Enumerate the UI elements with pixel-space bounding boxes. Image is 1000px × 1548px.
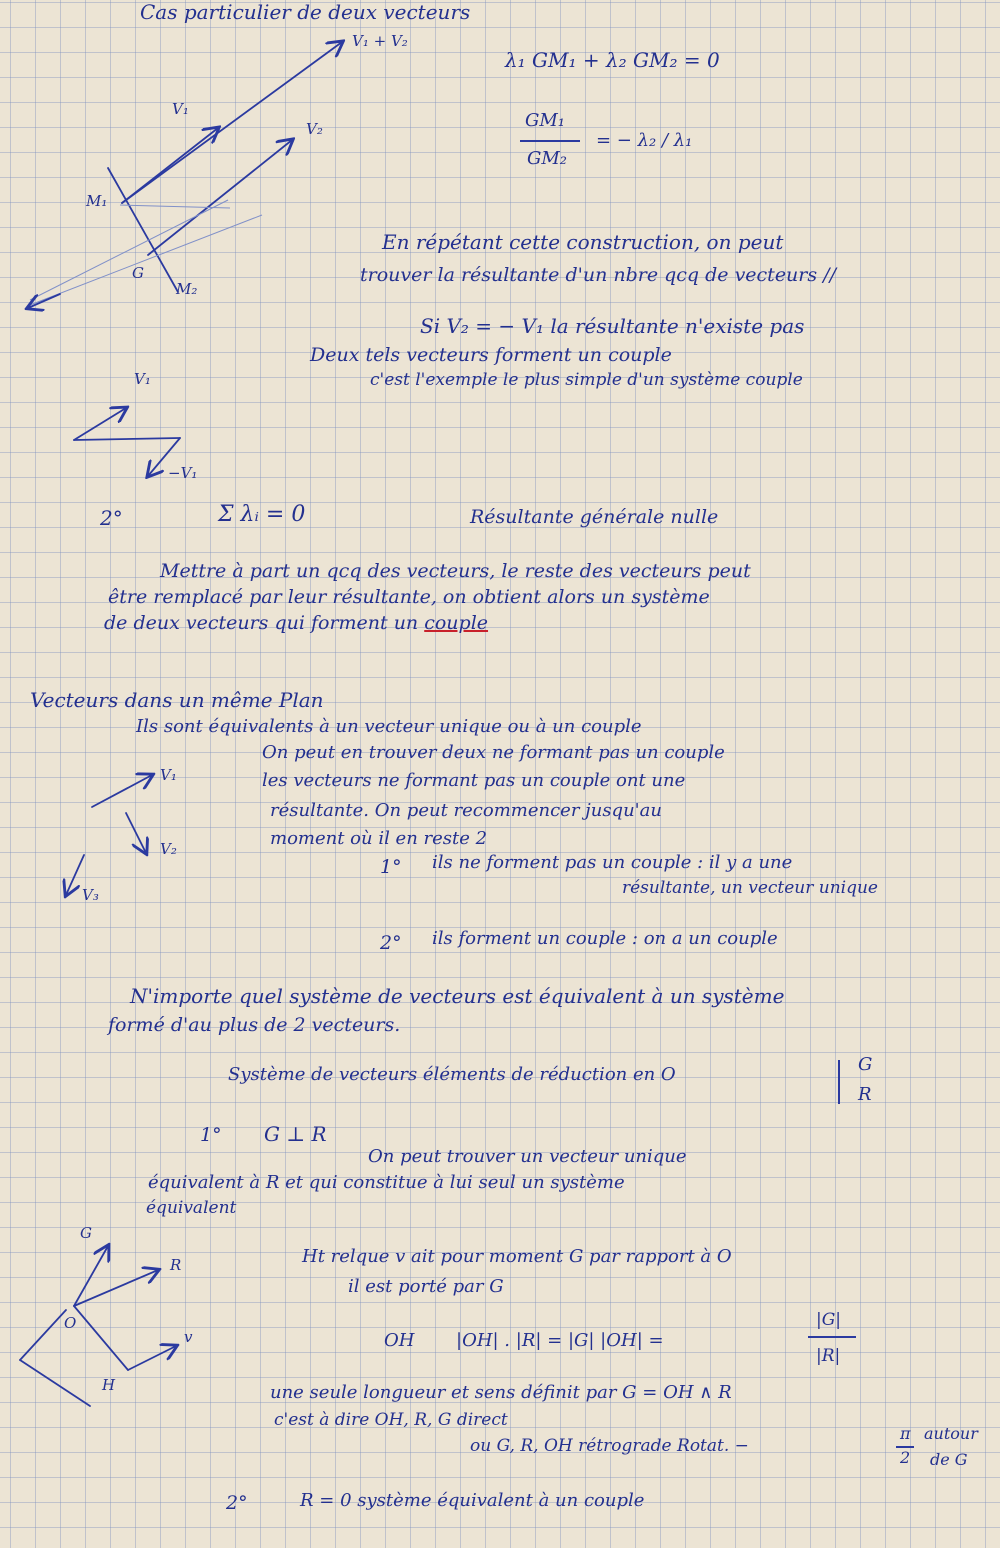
moment-left-line [20,1310,66,1360]
case-1b-marker: 1° [200,1124,222,1146]
text-forme-au-plus: formé d'au plus de 2 vecteurs. [108,1014,401,1036]
label-m2: M₂ [176,280,198,298]
text-si-v2: Si V₂ = − V₁ la résultante n'existe pas [420,314,805,338]
couple-v1-arrow [74,408,126,440]
construction-line-3 [120,205,230,208]
moment-R-arrow [74,1270,158,1306]
text-en-trouver-deux: On peut en trouver deux ne formant pas un couple [262,742,725,763]
text-deux-tels: Deux tels vecteurs forment un couple [310,344,672,366]
sum-lambda-zero: Σ λᵢ = 0 [218,502,306,527]
text-ne-formant-pas: les vecteurs ne formant pas un couple ont une [262,770,686,791]
text-vecteur-unique: résultante, un vecteur unique [622,878,878,898]
moment-bottom-line [20,1360,90,1406]
moment-G-arrow [74,1246,108,1306]
text-exemple-simple: c'est l'exemple le plus simple d'un système couple [370,370,803,390]
oh-fraction-bar [808,1336,856,1338]
text-deux-vecteurs: de deux vecteurs qui forment un [104,612,419,634]
label-moment-G: G [80,1224,92,1242]
text-etre-remplace: être remplacé par leur résultante, on obtient alors un système [108,586,710,608]
construction-line-2 [30,200,228,300]
text-nimporte-quel: N'importe quel système de vecteurs est équivalent à un système [130,984,785,1008]
case-2b-marker: 2° [380,932,402,954]
reduction-G: G [858,1054,873,1075]
couple-figure [60,380,220,500]
plane-v1-arrow [92,775,152,807]
ratio-rhs: = − λ₂ / λ₁ [596,130,693,151]
label-moment-R: R [170,1256,182,1274]
ratio-numerator: GM₁ [525,110,566,131]
text-r-zero: R = 0 système équivalent à un couple [300,1490,645,1511]
label-g: G [132,264,144,282]
text-mettre-a-part: Mettre à part un qcq des vecteurs, le reste des vecteurs peut [160,560,751,582]
text-c-est-a-dire: c'est à dire OH, R, G direct [274,1410,508,1430]
text-retrograde: ou G, R, OH rétrograde Rotat. − [470,1436,749,1456]
moment-OH-line [74,1306,128,1370]
text-trouver-resultante: trouver la résultante d'un nbre qcq de vecteurs // [360,264,836,286]
label-moment-O: O [64,1314,77,1332]
text-deux-vecteurs-couple [104,614,488,633]
g-perp-r: G ⊥ R [264,1122,327,1146]
text-equivalent-a-R: équivalent à R et qui constitue à lui seul un système [148,1172,625,1193]
label-couple-v1: V₁ [134,370,151,388]
text-recommencer: résultante. On peut recommencer jusqu'au [270,800,662,821]
moment-v-arrow [128,1346,176,1370]
rotation-two: 2 [900,1448,911,1467]
plane-vectors-figure [50,755,200,925]
oh-equation: |OH| . |R| = |G| |OH| = [456,1330,664,1351]
label-v2: V₂ [306,120,323,138]
label-m1: M₁ [86,192,108,210]
text-porte-par-G: il est porté par G [348,1276,504,1297]
text-de-G: de G [930,1450,968,1469]
reduction-R: R [858,1084,872,1105]
label-v1-plus-v2: V₁ + V₂ [352,32,408,50]
oh-fraction-denominator: |R| [816,1346,841,1366]
case-2c-marker: 2° [226,1492,248,1514]
text-forment-couple: ils forment un couple : on a un couple [432,928,778,949]
label-plane-v3: V₃ [82,886,99,904]
heading-cas-particulier: Cas particulier de deux vecteurs [140,0,471,24]
label-couple-minus-v1: −V₁ [168,464,198,482]
text-autour: autour [924,1424,978,1443]
text-il-en-reste: moment où il en reste 2 [270,828,488,849]
text-seule-longueur: une seule longueur et sens définit par G = OH ∧ R [270,1382,732,1403]
reduction-bar [838,1060,840,1104]
oh-fraction-numerator: |G| [816,1310,842,1330]
oh-label: OH [384,1330,415,1351]
word-couple-underlined: couple [424,612,489,634]
rotation-pi: π [900,1424,911,1443]
barycenter-equation: λ₁ GM₁ + λ₂ GM₂ = 0 [505,48,720,72]
ratio-fraction-bar [520,140,580,142]
plane-v2-arrow [126,813,146,853]
label-plane-v2: V₂ [160,840,177,858]
ratio-denominator: GM₂ [527,148,568,169]
label-v1: V₁ [172,100,189,118]
resultant-left-arrow [28,294,60,308]
text-pas-un-couple: ils ne forment pas un couple : il y a une [432,852,793,873]
label-moment-H: H [102,1376,116,1394]
text-equivalents: Ils sont équivalents à un vecteur unique ou à un couple [136,716,642,737]
text-hypothese-moment: Ht relque v ait pour moment G par rapport à O [302,1246,732,1267]
text-en-repetant: En répétant cette construction, on peut [382,230,784,254]
text-systeme-de-vecteurs: Système de vecteurs éléments de réduction en O [228,1064,676,1085]
text-equivalent: équivalent [146,1198,237,1218]
couple-link-line [74,438,180,440]
v1-vector-line [122,128,218,203]
text-vecteur-unique-2: On peut trouver un vecteur unique [368,1146,687,1167]
construction-line-1 [30,215,262,305]
section-vecteurs-meme-plan: Vecteurs dans un même Plan [30,688,324,712]
label-plane-v1: V₁ [160,766,177,784]
moment-figure [0,1210,260,1410]
label-moment-v: v [184,1328,193,1346]
case-1-marker: 1° [380,856,402,878]
resultante-generale-nulle: Résultante générale nulle [470,506,719,528]
v2-vector-line [148,140,292,255]
case-2-marker: 2° [100,506,123,530]
